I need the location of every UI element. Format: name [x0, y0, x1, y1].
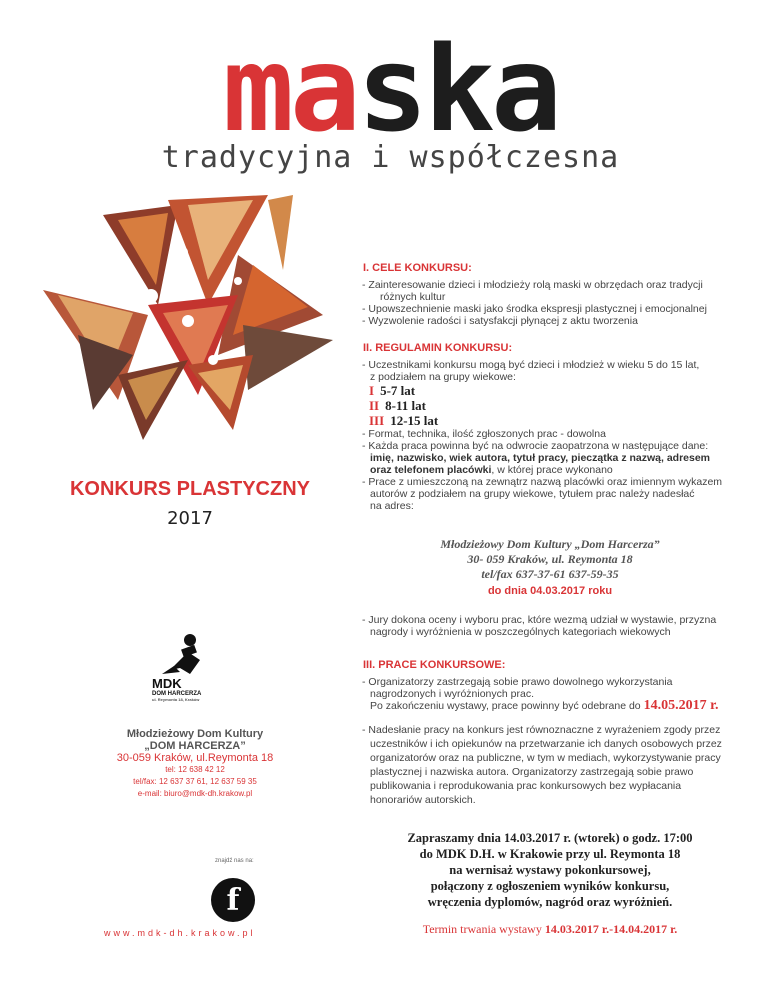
rules-labeling-phone: oraz telefonem placówki: [370, 464, 492, 476]
title-part-red: ma: [222, 20, 357, 158]
age-group-1-label: 5-7 lat: [380, 383, 416, 398]
rules-participants: - Uczestnikami konkursu mogą być dzieci i młodzież w wieku 5 do 15 lat,: [362, 359, 699, 371]
invite-line-5: wręczenia dyplomów, nagród oraz wyróżnień.: [427, 895, 673, 909]
address-name: Młodzieżowy Dom Kultury: [126, 728, 264, 740]
website-link[interactable]: www.mdk-dh.krakow.pl: [104, 928, 256, 938]
address-tel: tel: 12 638 42 12: [165, 765, 225, 774]
exhibition-range: 14.03.2017 r.-14.04.2017 r.: [544, 922, 678, 936]
contest-year: 2017: [167, 508, 213, 529]
title-part-black: ska: [356, 20, 559, 158]
address-subname: „DOM HARCERZA”: [144, 740, 246, 752]
consent-line-4: plastycznej i nazwiska autora. Organizatorzy zastrzegają sobie prawo: [370, 766, 694, 778]
works-rights: - Organizatorzy zastrzegają sobie prawo dowolnego wykorzystania: [362, 676, 673, 688]
institution-address: [90, 728, 300, 800]
logo-dom-harcerza: DOM HARCERZA: [152, 691, 202, 697]
age-group-3-roman: III: [369, 413, 385, 428]
address-street: 30-059 Kraków, ul.Reymonta 18: [116, 752, 274, 764]
submission-street: 30- 059 Kraków, ul. Reymonta 18: [467, 552, 633, 566]
exhibition-dates: [370, 922, 730, 937]
rules-labeling: - Każda praca powinna być na odwrocie zaopatrzona w następujące dane:: [362, 440, 708, 452]
goal-item-3: - Wyzwolenie radości i satysfakcji płynącej z aktu tworzenia: [362, 315, 638, 327]
age-group-3: [369, 413, 438, 429]
consent-line-6: honorariów autorskich.: [370, 794, 476, 806]
works-pickup-text: Po zakończeniu wystawy, prace powinny być odebrane do: [370, 700, 641, 712]
section-rules-title: II. REGULAMIN KONKURSU:: [363, 342, 513, 354]
submission-phone: tel/fax 637-37-61 637-59-35: [481, 567, 619, 581]
contest-label: KONKURS PLASTYCZNY: [69, 478, 310, 500]
rules-participants-cont: z podziałem na grupy wiekowe:: [370, 371, 516, 383]
address-telfax: tel/fax: 12 637 37 61, 12 637 59 35: [133, 777, 257, 786]
invite-line-1: Zapraszamy dnia 14.03.2017 r. (wtorek) o godz. 17:00: [407, 831, 693, 845]
rules-send-cont: autorów z podziałem na grupy wiekowe, tytułem prac należy nadesłać: [370, 488, 695, 500]
logo-text-block: [152, 676, 232, 702]
rules-labeling-where: , w której prace wykonano: [491, 464, 613, 476]
age-group-1-roman: I: [369, 383, 375, 398]
age-group-2-label: 8-11 lat: [385, 398, 426, 413]
invite-line-3: na wernisaż wystawy pokonkursowej,: [449, 863, 651, 877]
submission-address: [400, 537, 700, 582]
age-group-1: [369, 383, 415, 399]
works-rights-cont: nagrodzonych i wyróżnionych prac.: [370, 688, 535, 700]
facebook-icon[interactable]: f: [211, 878, 255, 922]
submission-deadline: do dnia 04.03.2017 roku: [487, 585, 613, 597]
works-pickup-date: 14.05.2017 r.: [643, 698, 719, 713]
poster-subtitle: tradycyjna i współczesna: [161, 140, 620, 175]
logo-address: ul. Reymonta 18, Kraków: [152, 697, 200, 702]
rules-jury: - Jury dokona oceny i wyboru prac, które wezmą udział w wystawie, przyzna: [362, 614, 716, 626]
goal-item-1-cont: różnych kultur: [380, 291, 446, 303]
rules-send-cont2: na adres:: [370, 500, 414, 512]
age-group-2: [369, 398, 426, 414]
rules-labeling-cont: [370, 464, 613, 476]
consent-line-2: uczestników i ich opiekunów na przetwarzanie ich danych osobowych przez: [370, 738, 722, 750]
rules-format: - Format, technika, ilość zgłoszonych prac - dowolna: [362, 428, 606, 440]
exhibition-label: Termin trwania wystawy: [422, 922, 545, 936]
rules-send: - Prace z umieszczoną na zewnątrz nazwą placówki oraz imiennym wykazem: [362, 476, 722, 488]
age-group-3-label: 12-15 lat: [390, 413, 439, 428]
rules-labeling-fields: imię, nazwisko, wiek autora, tytuł pracy, pieczątka z nazwą, adresem: [370, 452, 711, 464]
goal-item-1: - Zainteresowanie dzieci i młodzieży rolą maski w obrzędach oraz tradycji: [362, 279, 703, 291]
submission-name: Młodzieżowy Dom Kultury „Dom Harcerza”: [440, 537, 660, 551]
vernissage-invitation: [370, 830, 730, 910]
goal-item-2: - Upowszechnienie maski jako środka ekspresji plastycznej i emocjonalnej: [362, 303, 707, 315]
consent-line-5: publikowania i reprodukowania prac konkursowych bez wypłacania: [370, 780, 682, 792]
rules-jury-cont: nagrody i wyróżnienia w poszczególnych kategoriach wiekowych: [370, 626, 671, 638]
invite-line-2: do MDK D.H. w Krakowie przy ul. Reymonta 18: [419, 847, 681, 861]
consent-line-3: organizatorów oraz na publiczne, w tym w mediach, wykorzystywanie pracy: [370, 752, 721, 764]
invite-line-4: połączony z ogłoszeniem wyników konkursu,: [430, 879, 670, 893]
logo-mdk: MDK: [152, 676, 182, 691]
mask-mosaic-illustration: [38, 195, 338, 445]
consent-line-1: - Nadesłanie pracy na konkurs jest równoznaczne z wyrażeniem zgody przez: [362, 724, 720, 736]
age-group-2-roman: II: [369, 398, 380, 413]
address-email[interactable]: e-mail: biuro@mdk-dh.krakow.pl: [137, 789, 253, 798]
works-pickup: [370, 700, 719, 712]
section-works-title: III. PRACE KONKURSOWE:: [363, 659, 506, 671]
section-goals-title: I. CELE KONKURSU:: [363, 262, 472, 274]
find-us-label: znajdź nas na:: [215, 858, 254, 864]
